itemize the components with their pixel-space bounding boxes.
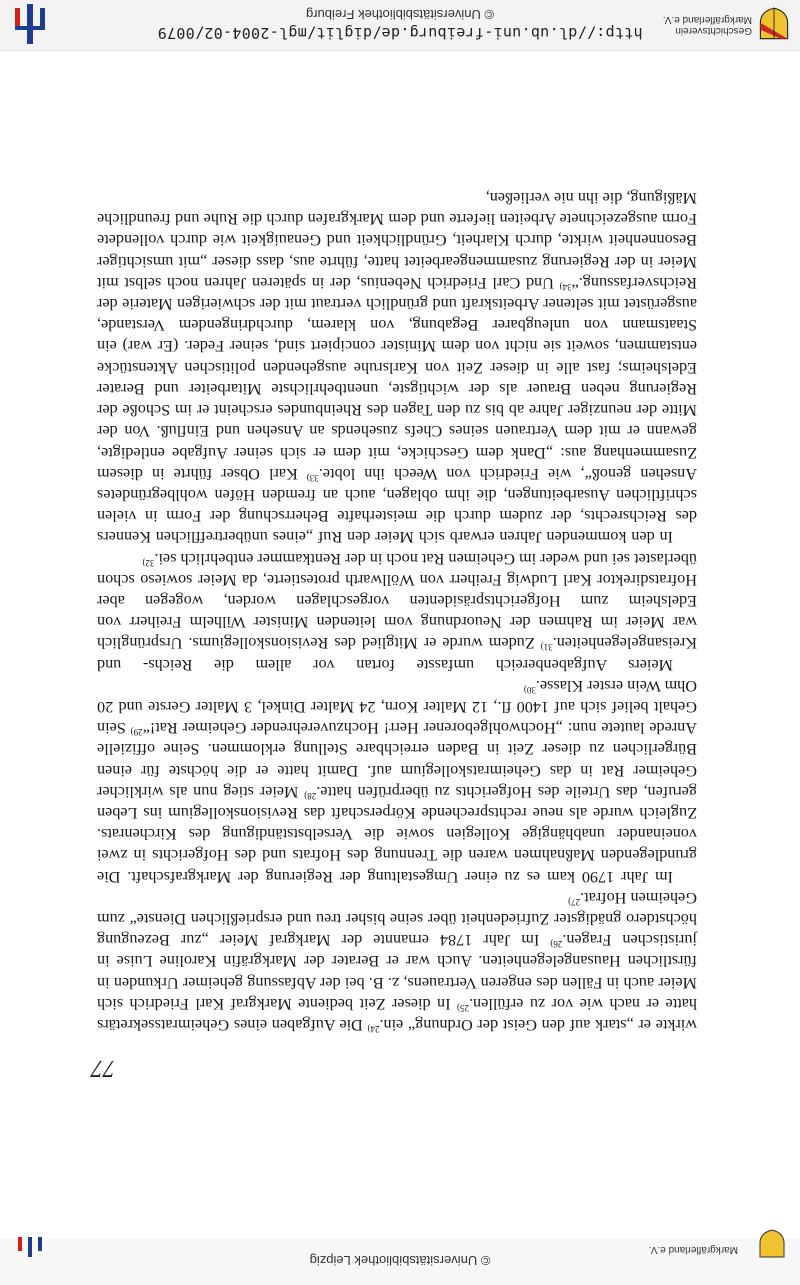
text-run: Meier stieg nun als wirklicher Geheimer Rat in das Geheimratskollegium auf. Damit hatte er die höchste für einen Bürgerlichen zu dieser Zeit in Baden erreichbare Stellung erklommen. Seine offizielle Anrede lautete nun: „Hochwohlgeborener Herr! Hochzuverehrender Geheimer Rat!“ (97, 719, 697, 801)
footnote-ref: 29) (130, 727, 143, 738)
text-run: Meiers Aufgabenbereich umfasste fortan vor allem die Reichs- und Kreisangelegenheiten. (97, 634, 697, 674)
footnote-ref: 32) (142, 557, 155, 568)
cut-off-crest-icon (758, 1229, 786, 1259)
page-number: 77 (91, 1055, 115, 1081)
footer-center (157, 8, 642, 43)
text-run: In dieser Zeit bediente Markgraf Karl Friedrich sich Meier auch in Fällen des engeren Vertrauens, z. B. bei der Abfassung geheimer Urkunden in fürstlichen Hausangelegenheiten. Auch war er Berater der Markgräfin Karoline Luise in juristischen Fragen. (97, 931, 697, 1013)
text-run: In den kommenden Jahren erwarb sich Meier den Ruf „eines unübertrefflichen Kenners des Reichsrechts, der zudem durch die meisterhafte Beherrschung der Form in vielen schriftlichen Ausarbeitungen, die ihm oblagen, auch an fremden Höfen wohlbegründetes Ansehen genoß“, wie Friedrich von Weech ihn lobte. (97, 464, 697, 547)
partner-name-line1: Geschichtsverein (675, 25, 752, 36)
footnote-ref: 30) (523, 684, 536, 695)
footnote-ref: 31) (540, 642, 553, 653)
cut-off-partner-label: Markgräflerland e.V. (648, 1244, 738, 1255)
footnote-ref: 34) (559, 281, 572, 292)
footnote-ref: 25) (457, 1002, 470, 1013)
footnote-ref: 28) (304, 790, 317, 801)
text-run: Die Aufgaben eines Geheimratssekretärs hatte er nach wie vor zu erfüllen. (97, 994, 697, 1034)
cut-off-ub-logo-icon (18, 1237, 42, 1257)
cut-off-header-text: © Universitätsbibliothek Leipzig (309, 1253, 491, 1269)
text-run: Karl Obser führte in diesem Zusammenhang aus: „Dank dem Geschicke, mit dem er sich seiner Aufgabe entledigte, gewann er mit dem Vertrauen seines Chefs zusehends an Ansehen und Einfluß. Von der Mitte der neunziger Jahre ab bis zu den Tagen des Rheinbundes erscheint er im Schoße der Regierung neben Brauer als der wichtigste, unentbehrlichste Mitarbeiter und Berater Edelsheims; fast alle in dieser Zeit von Karlsruhe ausgehenden politischen Aktenstücke entstammen, soweit sie nicht von dem Minister concipiert sind, seiner Feder. (Er war) ein Staatsmann von unleugbarer Begabung, von klarem, durchdringendem Verstande, ausgerüstet mit seltener Arbeitskraft und gründlich vertraut mit der schwierigen Materie der Reichsverfassung.“ (96, 273, 697, 483)
text-run: Zudem wurde er Mitglied des Revisionskollegiums. Ursprünglich war Meier im Rahmen der Neuordnung vom leitenden Minister Wilhelm Freiherr von Edelsheim zum Hofgerichtspräsidenten vorgeschlagen worden, wogegen aber Hofratsdirektor Karl Ludwig Freiherr von Wöllwarth protestierte, da Meier sowieso schon überlastet sei und weder im Geheimen Rat noch in der Rentkammer entbehrlich sei. (97, 549, 697, 653)
text-run: Im Jahr 1784 ernannte der Markgraf Meier „zur Bezeugung höchstdero gnädigster Zufriedenheit über seine bisher treu und ersprießlichen Dienste“ zum Geheimen Hofrat. (97, 888, 697, 950)
geschichtsverein-crest-icon[interactable] (758, 7, 790, 41)
footnote-ref: 27) (568, 896, 581, 907)
footnote-ref: 26) (550, 939, 563, 950)
copyright-text: © Universitätsbibliothek Freiburg (305, 7, 495, 23)
text-run: Sein Gehalt belief sich auf 1400 fl., 12 Malter Korn, 24 Malter Dinkel, 3 Malter Gerste und 20 Ohm Wein erster Klasse. (96, 676, 697, 738)
partner-name-line2: Markgräflerland e.V. (662, 14, 752, 25)
text-run: Und Carl Friedrich Nebenius, der in späteren Jahren noch selbst mit Meier in der Regierung zusammengearbeitet hatte, führte aus, dass dieser „mit umsichtiger Besonnenheit wirkte, durch Klarheit, Gründlichkeit und Genauigkeit wie durch vollendete Form ausgezeichnete Arbeiten lieferte und dem Markgrafen durch die Ruhe und freundliche Mäßigung, die ihn nie verließen, (97, 189, 697, 292)
body-text (97, 187, 697, 1035)
permalink-url[interactable]: http://dl.ub.uni-freiburg.de/diglit/mgl-2004-02/0079 (157, 24, 643, 43)
paragraph (97, 887, 697, 1035)
footnote-ref: 24) (367, 1024, 380, 1034)
paragraph (97, 675, 697, 887)
paragraph (97, 187, 697, 547)
text-run: wirkte er „stark auf den Geist der Ordnung“ ein. (379, 1016, 697, 1034)
cut-off-header-bar (0, 1239, 800, 1285)
paragraph (97, 547, 697, 674)
footnote-ref: 33) (306, 472, 319, 483)
text-run: Im Jahr 1790 kam es zu einer Umgestaltung der Regierung der Markgrafschaft. Die grundlegenden Maßnahmen waren die Trennung des Hofrats und des Hofgerichts in zwei voneinander unabhängige Kollegien sowie die Verselbstständigung des Kirchenrats. Zugleich wurde als neue rechtsprechende Körperschaft das Revisionskollegium ins Leben gerufen, das Urteile des Hofgerichts zu überprüfen hatte. (97, 782, 697, 886)
ub-freiburg-logo-icon[interactable] (12, 4, 48, 44)
footer-bar (0, 0, 800, 51)
partner-label (663, 14, 752, 36)
